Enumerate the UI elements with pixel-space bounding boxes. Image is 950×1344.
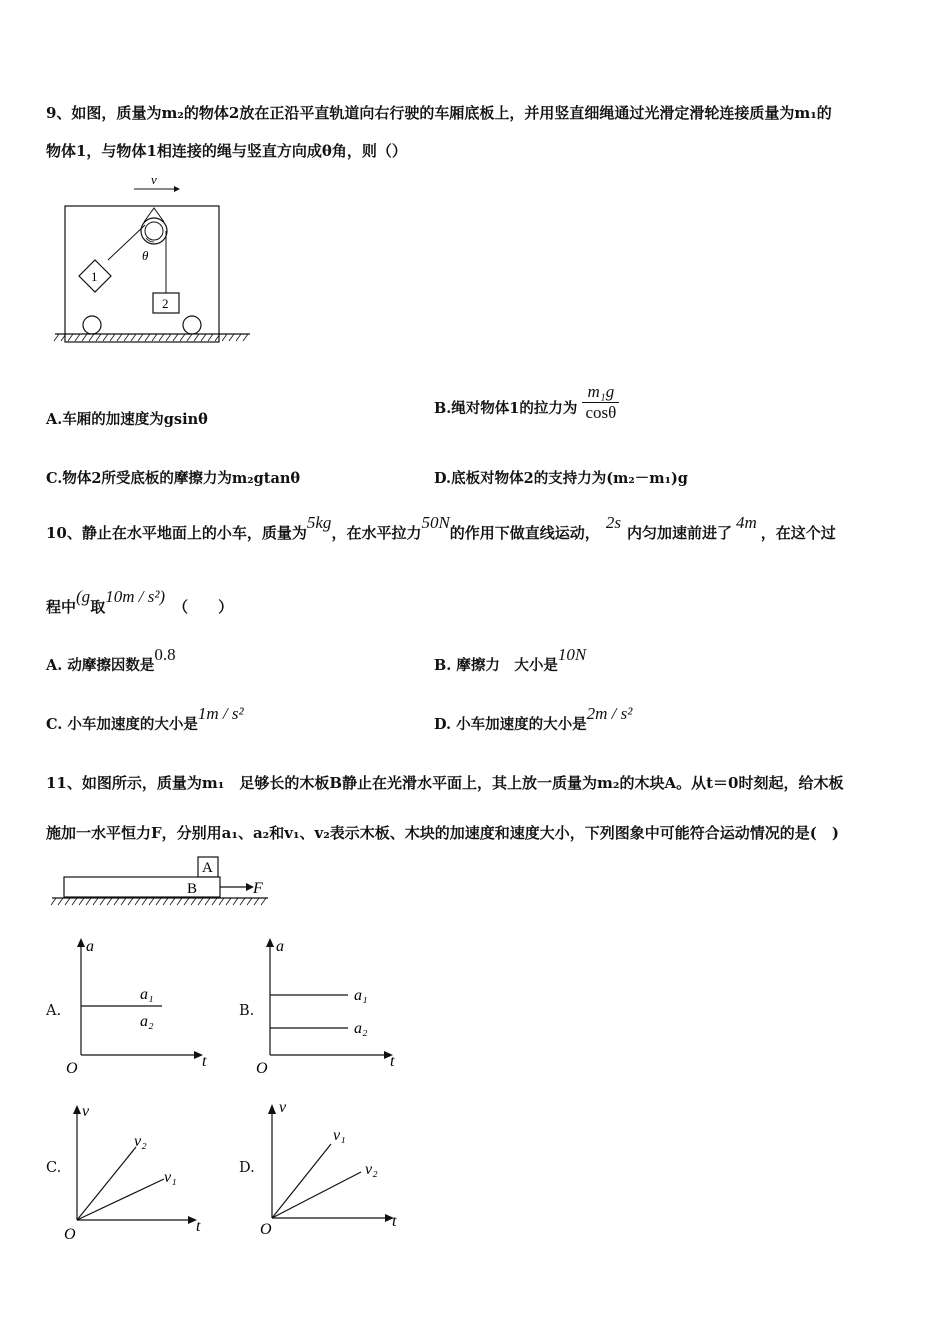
q10-option-b[interactable] [434, 645, 587, 675]
q10-text-4: 内匀加速前进了 [626, 524, 732, 542]
q10-text-1: 10、静止在水平地面上的小车，质量为 [46, 524, 307, 542]
q10-stem-line2 [46, 587, 234, 617]
line-label-upper: a₁ [354, 987, 368, 1004]
q10-option-c[interactable] [46, 704, 244, 734]
q10-stem-line1 [46, 513, 836, 543]
graph-line-v1 [77, 1179, 164, 1220]
y-axis-label: v [279, 1099, 287, 1116]
q9-option-b-fraction [582, 382, 619, 423]
q10-force-value: 50N [421, 513, 450, 532]
q10-time-value: 2s [605, 513, 621, 532]
line-label-upper: a₁ [140, 986, 154, 1003]
pulley-icon [141, 208, 167, 244]
x-axis-label: t [196, 1218, 201, 1235]
line-label-lower: v₂ [365, 1161, 378, 1178]
velocity-label: v [151, 172, 157, 187]
force-arrow-icon [220, 883, 254, 891]
q11-board-figure [48, 855, 278, 913]
x-axis-label: t [390, 1053, 395, 1070]
q9-option-b-text: B.绳对物体1的拉力为 [434, 399, 578, 417]
q10-g-value: 10m / s²) [105, 587, 166, 606]
q10-line2-text: 程中 [46, 598, 77, 616]
block-1-label: 1 [91, 269, 98, 284]
wheel-right [183, 316, 201, 334]
q11-graph-c[interactable] [60, 1098, 220, 1243]
y-axis-arrow-icon [77, 938, 85, 947]
q10-distance-value: 4m [735, 513, 757, 532]
q9-option-c[interactable]: C.物体2所受底板的摩擦力为m₂gtanθ [46, 470, 301, 487]
line-label-upper: v₁ [333, 1127, 346, 1144]
q10-g-symbol: (g [76, 587, 91, 606]
fraction-denominator: cosθ [585, 403, 617, 422]
block-a-label: A [202, 860, 213, 876]
q10-option-b-text: B. 摩擦力 大小是 [434, 657, 558, 674]
line-label-upper: v₂ [134, 1133, 147, 1150]
angle-label: θ [142, 248, 149, 263]
q11-stem-line1: 11、如图所示，质量为m₁ 足够长的木板B静止在光滑水平面上，其上放一质量为m₂的木块A。从t＝0时刻起，给木板 [46, 774, 844, 792]
block-2-label: 2 [162, 296, 169, 311]
ground-hatch [51, 898, 268, 905]
x-axis-label: t [392, 1213, 397, 1230]
q10-option-b-value: 10N [557, 645, 587, 664]
wheel-left [83, 316, 101, 334]
q10-option-d[interactable] [434, 704, 633, 734]
y-axis-label: a [276, 938, 284, 955]
q10-text-3: 的作用下做直线运动， [449, 524, 600, 542]
q10-option-d-value: 2m / s² [586, 704, 633, 723]
q11-graph-b[interactable] [250, 935, 410, 1080]
line-label-lower: a₂ [354, 1020, 368, 1037]
board-b-label: B [187, 881, 198, 897]
graph-line-v2 [272, 1172, 361, 1218]
origin-label: O [256, 1060, 268, 1077]
q11-stem-line2: 施加一水平恒力F，分别用a₁、a₂和v₁、v₂表示木板、木块的加速度和速度大小，下列图象中可能符合运动情况的是( ) [46, 824, 839, 842]
y-axis-arrow-icon [73, 1105, 81, 1114]
q10-option-c-text: C. 小车加速度的大小是 [46, 716, 198, 733]
origin-label: O [260, 1221, 272, 1238]
q10-text-5: ，在这个过 [760, 524, 836, 542]
q9-option-b[interactable] [434, 382, 619, 423]
graph-line-v2 [77, 1147, 136, 1220]
q9-option-a[interactable]: A.车厢的加速度为gsinθ [46, 411, 208, 428]
q10-option-a-text: A. 动摩擦因数是 [46, 657, 155, 674]
ground-hatch [54, 334, 250, 341]
q11-graph-d[interactable] [255, 1098, 415, 1243]
q9-option-d[interactable]: D.底板对物体2的支持力为(m₂－m₁)g [434, 470, 688, 487]
q9-figure [50, 170, 260, 350]
q11-option-c-label[interactable]: C. [46, 1160, 62, 1176]
origin-label: O [64, 1226, 76, 1243]
origin-label: O [66, 1060, 78, 1077]
x-axis-label: t [202, 1053, 207, 1070]
q10-option-a[interactable] [46, 645, 176, 675]
velocity-arrow-icon [134, 186, 180, 192]
fraction-numerator: m₁g [582, 382, 619, 403]
y-axis-label: a [86, 938, 94, 955]
q11-option-a-label[interactable]: A. [46, 1003, 62, 1019]
force-label: F [253, 880, 263, 897]
q9-stem-line2: 物体1，与物体1相连接的绳与竖直方向成θ角，则（） [46, 142, 407, 160]
line-label-lower: a₂ [140, 1013, 154, 1030]
graph-line-v1 [272, 1144, 331, 1218]
q10-option-a-value: 0.8 [154, 645, 176, 664]
q11-graph-a[interactable] [60, 935, 220, 1080]
q11-option-d-label[interactable]: D. [239, 1160, 255, 1176]
q10-option-d-text: D. 小车加速度的大小是 [434, 716, 587, 733]
y-axis-arrow-icon [268, 1104, 276, 1114]
line-label-lower: v₁ [164, 1169, 177, 1186]
q10-text-2: ，在水平拉力 [331, 524, 422, 542]
q11-option-b-label[interactable]: B. [239, 1003, 255, 1019]
q10-mass-value: 5kg [306, 513, 332, 532]
y-axis-label: v [82, 1103, 90, 1120]
q9-stem-line1: 9、如图，质量为m₂的物体2放在正沿平直轨道向右行驶的车厢底板上，并用竖直细绳通过光滑定滑轮连接质量为m₁的 [46, 104, 832, 122]
slanted-rope [108, 225, 145, 260]
q10-option-c-value: 1m / s² [197, 704, 244, 723]
y-axis-arrow-icon [266, 938, 274, 947]
q10-answer-blank: （ ） [173, 598, 234, 616]
q10-line2-take: 取 [90, 598, 106, 616]
